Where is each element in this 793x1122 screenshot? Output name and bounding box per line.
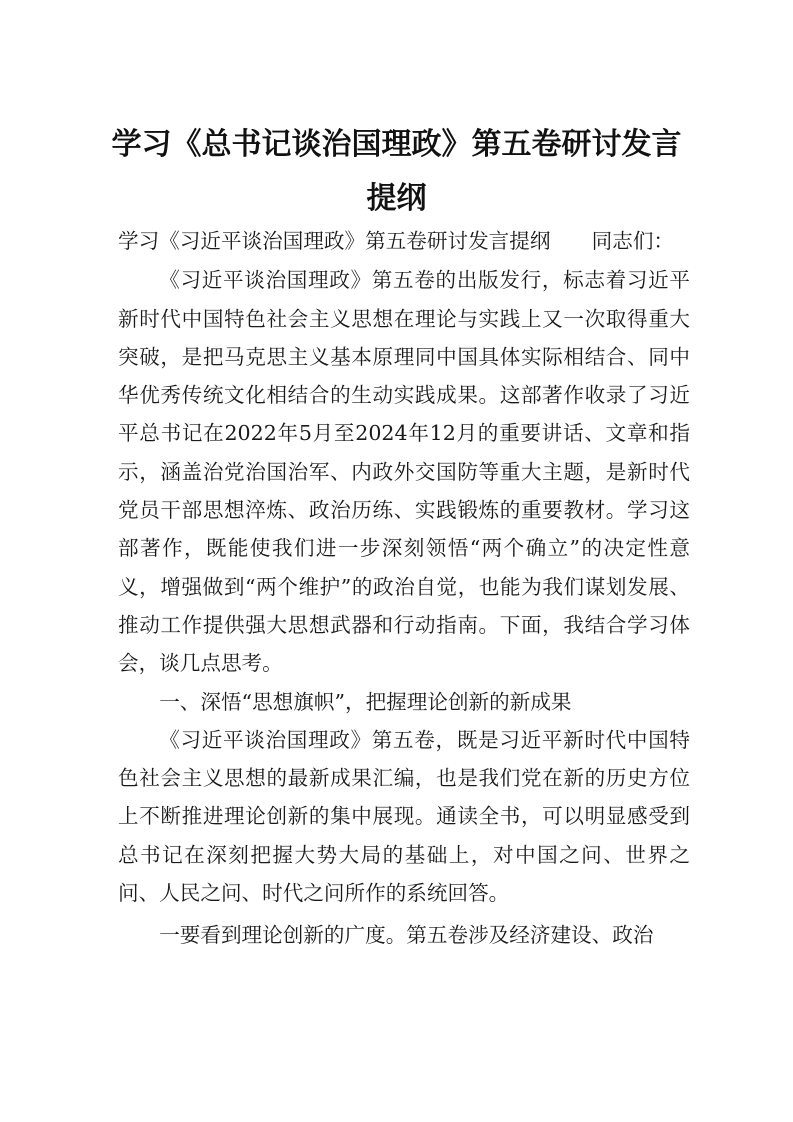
document-body xyxy=(118,222,690,955)
lead-line: 学习《习近平谈治国理政》第五卷研讨发言提纲 同志们： xyxy=(118,229,675,253)
document-title: 学习《总书记谈治国理政》第五卷研讨发言提纲 xyxy=(111,127,682,216)
section-heading-1: 一、深悟“思想旗帜”，把握理论创新的新成果 xyxy=(159,689,572,714)
paragraph-intro: 《习近平谈治国理政》第五卷的出版发行，标志着习近平新时代中国特色社会主义思想在理论与实践上又一次取得重大突破，是把马克思主义基本原理同中国具体实际相结合、同中华优秀传统文化相结合的生动实践成果。这部著作收录了习近平总书记在2022年5月至2024年12月的重要讲话、文章和指示，涵盖治党治国治军、内政外交国防等重大主题，是新时代党员干部思想淬炼、政治历练、实践锻炼的重要教材。学习这部著作，既能使我们进一步深刻领悟“两个确立”的决定性意义，增强做到“两个维护”的政治自觉，也能为我们谋划发展、推动工作提供强大思想武器和行动指南。下面，我结合学习体会，谈几点思考。 xyxy=(118,268,690,676)
paragraph-point-1: 一要看到理论创新的广度。第五卷涉及经济建设、政治 xyxy=(159,923,654,948)
paragraph-section-1: 《习近平谈治国理政》第五卷，既是习近平新时代中国特色社会主义思想的最新成果汇编，也是我们党在新的历史方位上不断推进理论创新的集中展现。通读全书，可以明显感受到总书记在深刻把握大势大局的基础上，对中国之问、世界之问、人民之问、时代之问所作的系统回答。 xyxy=(118,727,690,906)
